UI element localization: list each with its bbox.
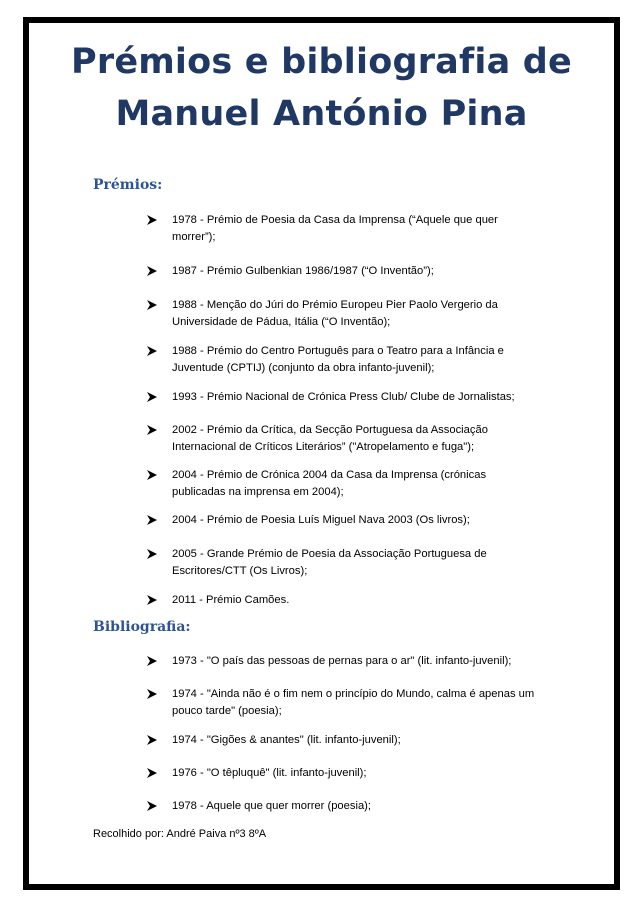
arrow-bullet-icon <box>146 424 158 436</box>
arrow-bullet-icon <box>146 514 158 526</box>
list-item-text: 1978 - Aquele que quer morrer (poesia); <box>172 800 372 812</box>
list-item-text: 2004 - Prémio de Poesia Luís Miguel Nava 2003 (Os livros); <box>172 514 470 526</box>
list-item <box>146 343 542 377</box>
list-item <box>146 765 542 782</box>
list-item <box>146 512 542 529</box>
arrow-bullet-icon <box>146 548 158 560</box>
premios-heading: Prémios: <box>93 177 163 193</box>
list-item-text: 2002 - Prémio da Crítica, da Secção Portuguesa da Associação Internacional de Críticos Literários” ("Atropelamento e fuga"); <box>172 424 488 453</box>
arrow-bullet-icon <box>146 688 158 700</box>
arrow-bullet-icon <box>146 594 158 606</box>
arrow-bullet-icon <box>146 767 158 779</box>
list-item-text: 2004 - Prémio de Crónica 2004 da Casa da Imprensa (crónicas publicadas na imprensa em 2004); <box>172 469 487 498</box>
arrow-bullet-icon <box>146 345 158 357</box>
list-item-text: 1974 - "Ainda não é o fim nem o princípio do Mundo, calma é apenas um pouco tarde" (poesia); <box>172 688 535 717</box>
list-item-text: 1974 - "Gigões & anantes" (lit. infanto-juvenil); <box>172 734 401 746</box>
arrow-bullet-icon <box>146 655 158 667</box>
list-item-text: 1988 - Prémio do Centro Português para o Teatro para a Infância e Juventude (CPTIJ) (conjunto da obra infanto-juvenil); <box>172 345 504 374</box>
bibliografia-heading: Bibliografia: <box>93 619 191 635</box>
arrow-bullet-icon <box>146 391 158 403</box>
page-title: Prémios e bibliografia de Manuel António Pina <box>71 42 572 134</box>
list-item-text: 1988 - Menção do Júri do Prémio Europeu Pier Paolo Vergerio da Universidade de Pádua, Itália (“O Inventão); <box>172 299 498 328</box>
list-item <box>146 592 542 609</box>
list-item-text: 2005 - Grande Prémio de Poesia da Associação Portuguesa de Escritores/CTT (Os Livros); <box>172 548 487 577</box>
list-item <box>146 546 542 580</box>
list-item-text: 1978 - Prémio de Poesia da Casa da Imprensa (“Aquele que quer morrer”); <box>172 214 498 243</box>
arrow-bullet-icon <box>146 800 158 812</box>
list-item <box>146 653 542 670</box>
list-item-text: 1973 - "O país das pessoas de pernas para o ar" (lit. infanto-juvenil); <box>172 655 512 667</box>
arrow-bullet-icon <box>146 469 158 481</box>
list-item <box>146 732 542 749</box>
list-item-text: 1987 - Prémio Gulbenkian 1986/1987 (“O Inventão”); <box>172 265 434 277</box>
list-item-text: 1976 - "O têpluquê" (lit. infanto-juvenil); <box>172 767 367 779</box>
list-item-text: 1993 - Prémio Nacional de Crónica Press Club/ Clube de Jornalistas; <box>172 391 515 403</box>
arrow-bullet-icon <box>146 265 158 277</box>
list-item-text: 2011 - Prémio Camões. <box>172 594 290 606</box>
footer-credit: Recolhido por: André Paiva nº3 8ºA <box>93 828 267 840</box>
list-item <box>146 467 542 501</box>
arrow-bullet-icon <box>146 299 158 311</box>
list-item <box>146 422 542 456</box>
list-item <box>146 263 542 280</box>
list-item <box>146 212 542 246</box>
list-item <box>146 297 542 331</box>
arrow-bullet-icon <box>146 214 158 226</box>
list-item <box>146 798 542 815</box>
arrow-bullet-icon <box>146 734 158 746</box>
list-item <box>146 389 542 406</box>
list-item <box>146 686 542 720</box>
